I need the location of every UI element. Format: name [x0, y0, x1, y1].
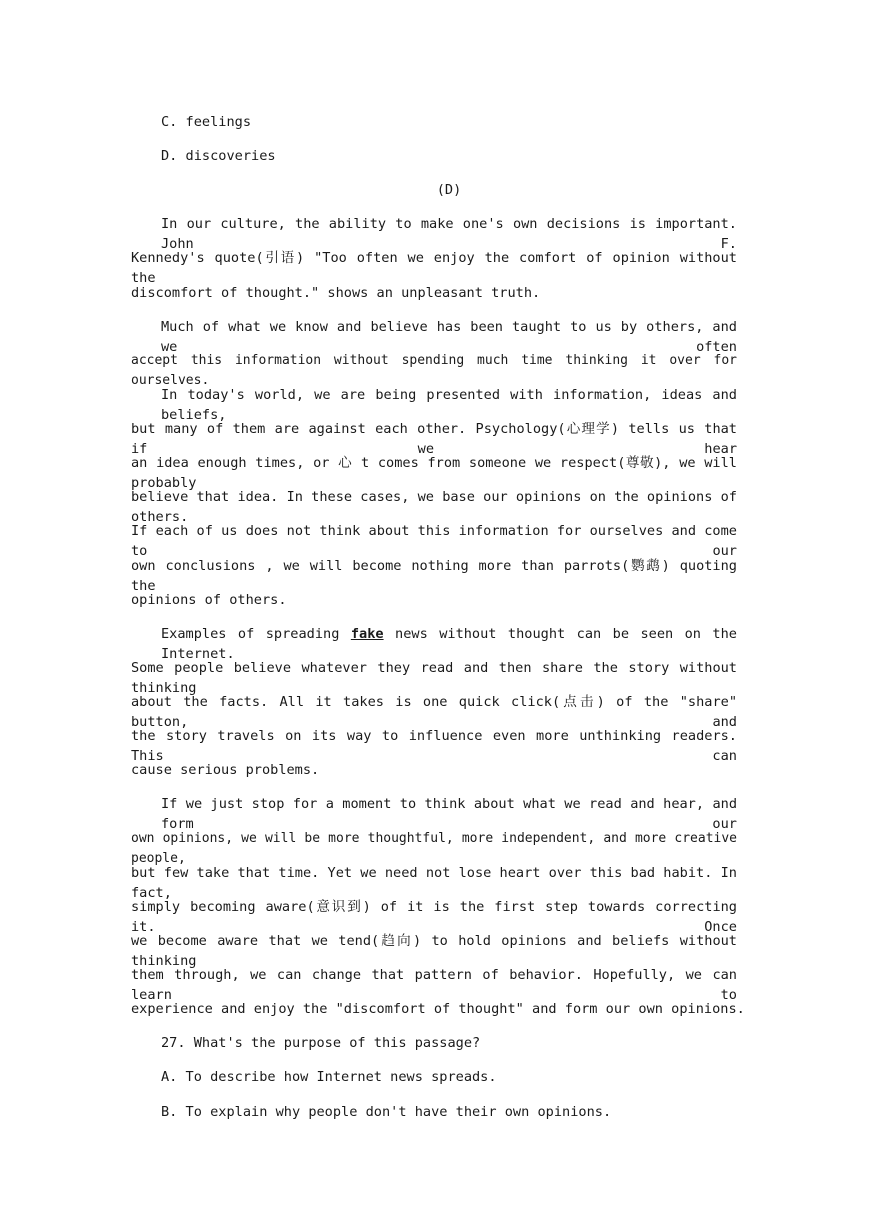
option-a: A. To describe how Internet news spreads. [161, 1069, 497, 1085]
paragraph-4-line-1 [161, 624, 737, 662]
paragraph-5-line-2: own opinions, we will be more thoughtful, more independent, and more creative people, [131, 831, 737, 866]
highlighted-word-fake: fake [350, 626, 384, 642]
paragraph-3-line-6: own conclusions , we will become nothing more than parrots(鹦鹉) quoting the [131, 558, 737, 594]
paragraph-5-line-6: them through, we can change that pattern of behavior. Hopefully, we can learn to [131, 967, 737, 1003]
paragraph-1-line-3: discomfort of thought." shows an unpleasant truth. [131, 285, 541, 301]
paragraph-4-line-5: cause serious problems. [131, 762, 320, 778]
paragraph-4-line-3: about the facts. All it takes is one quick click(点击) of the "share" button, and [131, 694, 737, 730]
paragraph-5-line-3: but few take that time. Yet we need not lose heart over this bad habit. In fact, [131, 865, 737, 901]
paragraph-1-line-1: In our culture, the ability to make one's own decisions is important. John F. [161, 216, 737, 252]
paragraph-5-line-7: experience and enjoy the "discomfort of thought" and form our own opinions. [131, 1001, 745, 1017]
question-stem: 27. What's the purpose of this passage? [161, 1035, 481, 1051]
paragraph-3-line-7: opinions of others. [131, 592, 287, 608]
option-b: B. To explain why people don't have their own opinions. [161, 1104, 612, 1120]
passage-heading: (D) [436, 182, 462, 198]
paragraph-3-line-3: an idea enough times, or 心 t comes from someone we respect(尊敬), we will probably [131, 455, 737, 491]
paragraph-1-line-2: Kennedy's quote(引语) "Too often we enjoy the comfort of opinion without the [131, 250, 737, 286]
paragraph-4-line-2: Some people believe whatever they read and then share the story without thinking [131, 660, 737, 696]
paragraph-4-line-4: the story travels on its way to influence even more unthinking readers. This can [131, 728, 737, 764]
paragraph-3-line-2: but many of them are against each other. Psychology(心理学) tells us that if we hear [131, 421, 737, 457]
option-c: C. feelings [161, 114, 252, 130]
paragraph-5-line-4: simply becoming aware(意识到) of it is the first step towards correcting it. Once [131, 899, 737, 935]
paragraph-4-text-after: news without thought can be seen on the Internet. [161, 626, 737, 662]
paragraph-3-line-4: believe that idea. In these cases, we base our opinions on the opinions of others. [131, 489, 737, 525]
paragraph-3-line-5: If each of us does not think about this information for ourselves and come to our [131, 523, 737, 559]
paragraph-4-text-before: Examples of spreading [161, 626, 351, 642]
paragraph-2-line-2: accept this information without spending much time thinking it over for ourselves. [131, 353, 737, 388]
paragraph-3-line-1: In today's world, we are being presented with information, ideas and beliefs, [161, 387, 737, 423]
paragraph-5-line-5: we become aware that we tend(趋向) to hold opinions and beliefs without thinking [131, 933, 737, 969]
paragraph-5-line-1: If we just stop for a moment to think about what we read and hear, and form our [161, 796, 737, 832]
option-d: D. discoveries [161, 148, 276, 164]
paragraph-2-line-1: Much of what we know and believe has been taught to us by others, and we often [161, 319, 737, 355]
